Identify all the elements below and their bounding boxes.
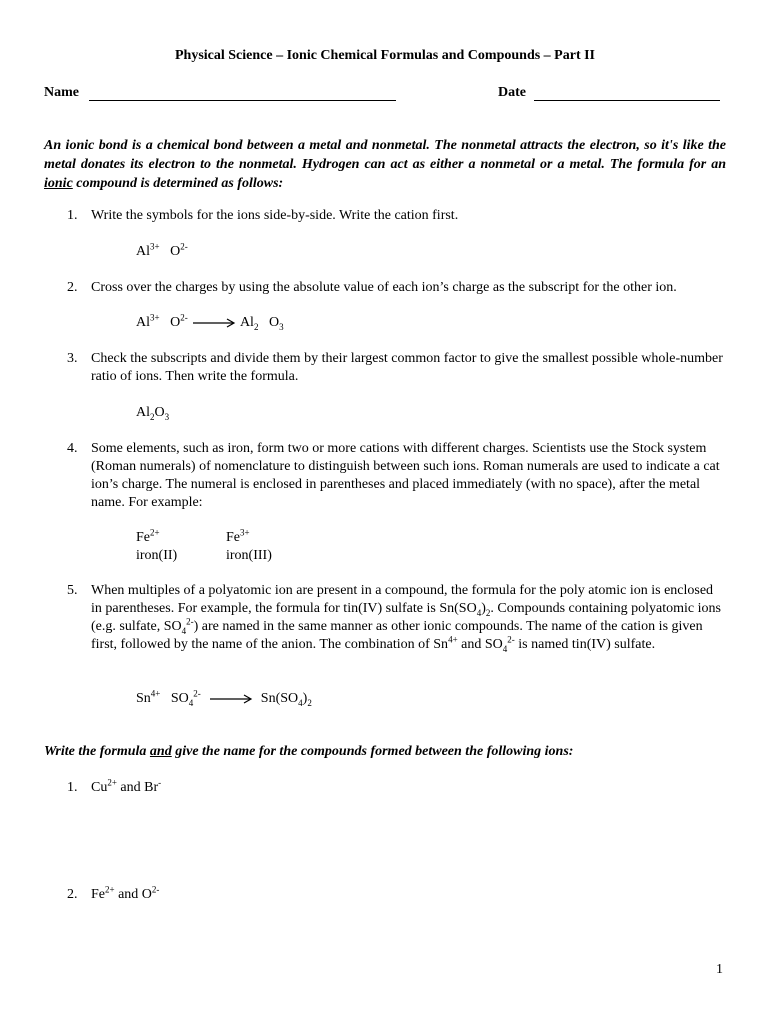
intro-text-2: compound is determined as follows: [72,176,284,191]
question-text [91,779,727,797]
step-number: 5. [67,583,78,598]
formula-part: Sn(SO [260,691,299,706]
symbol-o: O [170,315,181,330]
right-arrow-icon [191,318,237,328]
symbol-o: O [154,405,165,420]
symbol-o: O [170,244,181,259]
symbol-al: Al [136,315,150,330]
charge: 3+ [150,241,160,252]
step-text: Some elements, such as iron, form two or more cations with different charges. Scientists use the Stock system (Roman numerals) of nomenclature to distinguish between such ions. Roman numerals are used to indicate a cat ion’s charge. The numeral is enclosed in parentheses and placed immediately (with no space), after the metal name. For example: [91,441,720,510]
subscript: 4 [476,607,482,618]
symbol-al: Al [136,405,150,420]
charge: 2- [193,688,201,699]
iron-ii-example [136,529,177,565]
step-3 [67,350,727,386]
intro-underlined-word: ionic [44,176,73,191]
intro-text-1: An ionic bond is a chemical bond between a metal and nonmetal. The nonmetal attracts the electron, so it's like the metal donates its electron to the nonmetal. Hydrogen can act as either a nonmetal or a metal. The formula for an [44,138,726,172]
step-text-part: ) are named in the same manner as other ionic compounds. The name of the cation is given first, followed by the name of the anion. The combination of Sn [91,619,703,652]
step-number: 3. [67,351,78,366]
step-text-part: and SO [457,637,503,652]
step-5-example [136,690,312,708]
charge: 2- [151,884,160,895]
step-3-example [136,404,169,422]
charge: 4+ [150,688,161,699]
subscript: 3 [279,321,284,332]
iron-ii-name: iron(II) [136,548,178,563]
question-number: 1. [67,780,78,795]
name-label: Name [44,85,79,100]
charge: - [158,777,162,788]
symbol-cu: Cu [91,780,108,795]
question-number: 2. [67,887,78,902]
name-field[interactable] [89,86,396,101]
symbol-sn: Sn [136,691,151,706]
symbol-br: Br [144,780,159,795]
page-number: 1 [716,962,723,977]
subscript: 4 [188,697,194,708]
instructions-text: give the name for the compounds formed between the following ions: [171,744,574,759]
charge: 2+ [107,777,117,788]
instructions [44,744,573,760]
conjunction: and [120,780,141,795]
charge: 2+ [150,527,160,538]
charge: 2- [180,241,188,252]
subscript: 2 [253,321,259,332]
conjunction: and [118,887,139,902]
formula-part: ) [302,691,308,706]
step-text: Check the subscripts and divide them by their largest common factor to give the smallest possible whole-number ratio of ions. Then write the formula. [91,351,723,384]
step-number: 2. [67,280,78,295]
iron-iii-example [226,529,272,565]
step-4 [67,440,727,512]
charge: 2- [507,634,515,645]
symbol-fe: Fe [136,530,150,545]
step-text [91,582,727,654]
symbol-al: Al [136,244,150,259]
symbol-so: SO [170,691,189,706]
step-text-part: is named tin(IV) sulfate. [514,637,656,652]
symbol-o: O [141,887,152,902]
step-2 [67,279,727,297]
question-2 [67,886,727,904]
subscript: 2 [485,607,491,618]
symbol-o: O [268,315,280,330]
subscript: 3 [164,411,170,422]
step-1-example [136,243,188,261]
date-label: Date [498,85,526,100]
date-field[interactable] [534,86,720,101]
instructions-text: Write the formula [44,744,150,759]
step-text-part: When multiples of a polyatomic ion are present in a compound, the formula for the poly atomic ion is enclosed in parentheses. For example, the formula for tin(IV) sulfate is Sn(SO [91,583,714,616]
step-text-part: ) [481,601,486,616]
step-text-part: . Compounds containing polyatomic ions (e.g. sulfate, SO [91,601,721,634]
charge: 2- [186,616,194,627]
subscript: 4 [298,697,303,708]
right-arrow-icon [208,694,254,704]
page-title: Physical Science – Ionic Chemical Formulas and Compounds – Part II [174,48,595,63]
question-1 [67,779,727,797]
symbol-fe: Fe [91,887,105,902]
charge: 2- [180,312,188,323]
charge: 2+ [105,884,115,895]
symbol-al: Al [239,315,254,330]
question-text [91,886,727,904]
subscript: 4 [502,643,508,654]
step-text: Cross over the charges by using the absolute value of each ion’s charge as the subscript for the other ion. [91,280,677,295]
step-number: 1. [67,208,78,223]
charge: 3+ [150,312,160,323]
intro-paragraph [44,136,726,193]
step-1 [67,207,727,225]
iron-iii-name: iron(III) [226,548,272,563]
step-text: Write the symbols for the ions side-by-side. Write the cation first. [91,208,459,223]
step-2-example [136,314,284,332]
subscript: 2 [307,697,312,708]
charge: 4+ [448,634,458,645]
subscript: 2 [150,411,155,422]
step-number: 4. [67,441,78,456]
step-5 [67,582,727,654]
subscript: 4 [181,625,187,636]
instructions-underlined: and [149,744,172,759]
symbol-fe: Fe [226,530,240,545]
charge: 3+ [240,527,250,538]
